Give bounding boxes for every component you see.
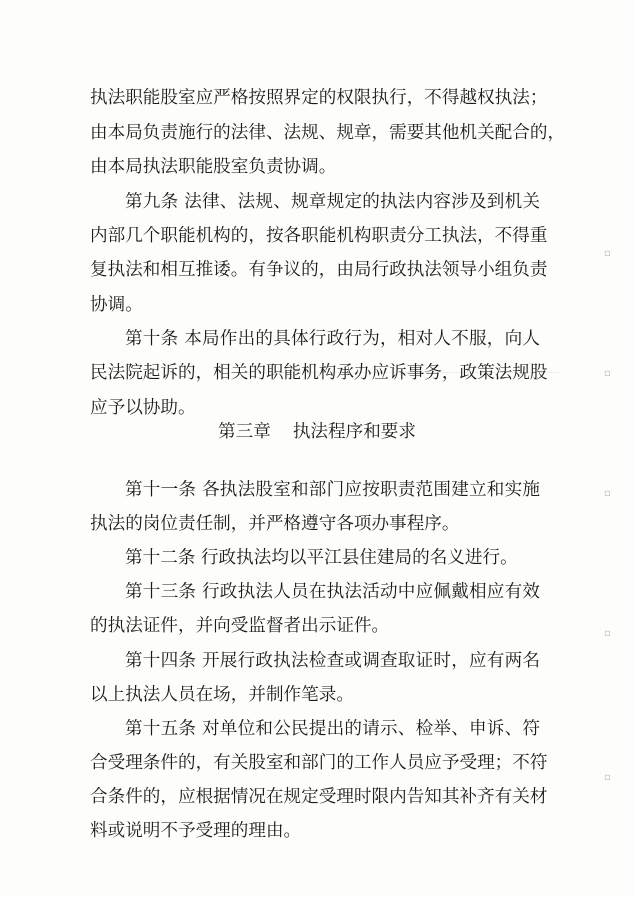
article-15-line: 料或说明不予受理的理由。	[90, 821, 302, 841]
article-10-line: 民法院起诉的，相关的职能机构承办应诉事务，政策法规股	[90, 363, 548, 383]
paragraph-line: 执法职能股室应严格按照界定的权限执行，不得越权执法；	[90, 88, 548, 108]
article-9-line: 复执法和相互推诿。有争议的，由局行政执法领导小组负责	[90, 260, 548, 280]
scan-mark: ▫	[604, 368, 611, 379]
scan-mark: ▫	[604, 628, 611, 639]
scan-mark: ▫	[604, 488, 611, 499]
article-13-line: 第十三条 行政执法人员在执法活动中应佩戴相应有效	[125, 582, 540, 602]
article-15-line: 第十五条 对单位和公民提出的请示、检举、申诉、符	[125, 719, 540, 739]
chapter-heading	[0, 420, 634, 444]
chapter-title: 执法程序和要求	[292, 422, 416, 442]
chapter-number: 第三章	[218, 422, 271, 442]
article-9-line: 内部几个职能机构的，按各职能机构职责分工执法，不得重	[90, 226, 548, 246]
scan-mark: ▫	[604, 248, 611, 259]
scan-mark: ▫	[604, 772, 611, 783]
paragraph-line: 由本局负责施行的法律、法规、规章，需要其他机关配合的，	[90, 123, 566, 143]
article-14-line: 以上执法人员在场，并制作笔录。	[90, 685, 354, 705]
article-9-line: 第九条 法律、法规、规章规定的执法内容涉及到机关	[125, 192, 540, 212]
article-15-line: 合条件的，应根据情况在规定受理时限内告知其补齐有关材	[90, 787, 548, 807]
article-15-line: 合受理条件的，有关股室和部门的工作人员应予受理；不符	[90, 753, 548, 773]
article-10-line: 应予以协助。	[90, 398, 196, 418]
article-13-line: 的执法证件，并向受监督者出示证件。	[90, 616, 390, 636]
paragraph-line: 由本局执法职能股室负责协调。	[90, 157, 337, 177]
article-12-line: 第十二条 行政执法均以平江县住建局的名义进行。	[125, 548, 518, 568]
article-11-line: 第十一条 各执法股室和部门应按职责范围建立和实施	[125, 480, 540, 500]
article-14-line: 第十四条 开展行政执法检查或调查取证时，应有两名	[125, 651, 540, 671]
article-10-line: 第十条 本局作出的具体行政行为，相对人不服，向人	[125, 329, 540, 349]
article-11-line: 执法的岗位责任制，并严格遵守各项办事程序。	[90, 514, 460, 534]
article-9-line: 协调。	[90, 295, 143, 315]
